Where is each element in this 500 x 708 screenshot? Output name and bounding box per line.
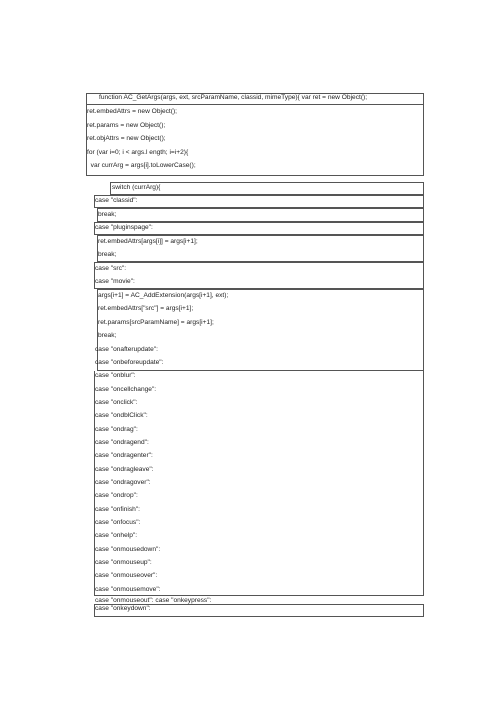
case-line: case "onmouseover": [95,572,158,579]
break-box [97,208,424,222]
case-keydown-line: case "onkeydown": [95,605,151,612]
code-line: break; [98,332,117,339]
case-line: case "onhelp": [95,532,138,539]
embed-attrs-line: ret.embedAttrs[args[i]] = args[i+1]; [98,238,198,245]
case-mouseout-keypress-line: case "onmouseout": case "onkeypress": [95,597,212,604]
code-line: ret.params[srcParamName] = args[i+1]; [98,319,214,326]
case-line: case "oncellchange": [95,386,157,393]
case-line: case "onfinish": [95,506,141,513]
case-line: case "ondrop": [95,492,138,499]
code-line: ret.objAttrs = new Object(); [87,135,166,142]
case-line: case "ondragover": [95,479,151,486]
code-line: ret.params = new Object(); [87,122,166,129]
case-line: case "onclick": [95,399,138,406]
switch-line: switch (currArg){ [112,184,161,191]
code-line: args[i+1] = AC_AddExtension(args[i+1], ext); [98,292,229,299]
case-line: case "ondblClick": [95,412,148,419]
case-line: case "onafterupdate": [95,346,158,353]
case-src-line: case "src": [95,265,127,272]
case-line: case "onmouseup": [95,559,152,566]
break-line: break; [98,211,117,218]
case-line: case "ondrag": [95,426,138,433]
case-line: case "ondragend": [95,439,149,446]
code-line: ret.embedAttrs = new Object(); [87,108,177,115]
case-classid-box [94,195,424,208]
case-line: case "onbeforeupdate": [95,359,164,366]
case-src-movie-box [94,262,424,289]
code-line: for (var i=0; i < args.l ength; i=i+2){ [87,149,189,156]
function-header-line: function AC_GetArgs(args, ext, srcParamName, classid, mimeType){ var ret = new Object(); [99,94,368,101]
case-classid-line: case "classid": [95,197,138,204]
case-line: case "onfocus": [95,519,141,526]
break-line: break; [98,251,117,258]
code-line: var currArg = args[i].toLowerCase(); [87,162,196,169]
code-line: ret.embedAttrs["src"] = args[i+1]; [98,305,194,312]
case-line: case "ondragenter": [95,452,153,459]
case-line: case "onmousedown": [95,546,161,553]
case-line: case "onblur": [95,372,136,379]
case-movie-line: case "movie": [95,278,135,285]
case-pluginspage-line: case "pluginspage": [95,224,153,231]
case-line: case "ondragleave": [95,466,154,473]
case-line: case "onmousemove": [95,586,161,593]
